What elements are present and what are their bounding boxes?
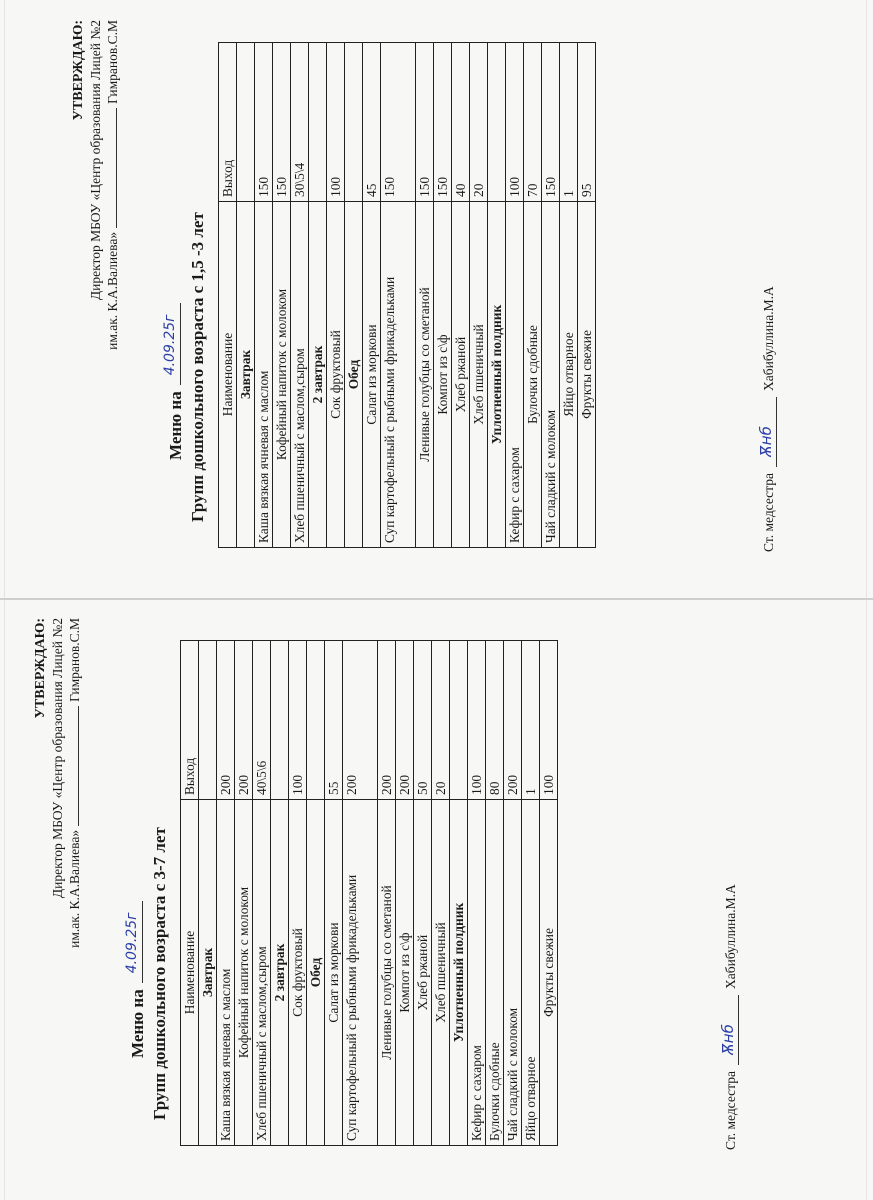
handwritten-signature: Ѫнб bbox=[757, 426, 775, 458]
menu-title: Групп дошкольного возраста с 1,5 -3 лет bbox=[188, 212, 207, 522]
section-heading: Уплотненный полдник bbox=[450, 800, 468, 1146]
dish-portion: 100 bbox=[540, 641, 558, 800]
dish-portion bbox=[199, 641, 217, 800]
dish-portion: 20 bbox=[470, 43, 488, 202]
table-row bbox=[432, 641, 450, 1146]
table-row bbox=[235, 641, 253, 1146]
dish-portion: 40 bbox=[452, 43, 470, 202]
table-row bbox=[396, 641, 414, 1146]
dish-portion: 45 bbox=[363, 43, 381, 202]
table-row bbox=[560, 43, 578, 548]
dish-portion: 95 bbox=[578, 43, 596, 202]
dish-portion bbox=[271, 641, 289, 800]
approver-line bbox=[104, 20, 121, 350]
table-row bbox=[237, 43, 255, 548]
approval-header bbox=[32, 608, 152, 1178]
table-row bbox=[253, 641, 271, 1146]
dish-name: Чай сладкий с молоком bbox=[504, 800, 522, 1146]
dish-name: Суп картофельный с рыбными фрикадельками bbox=[343, 800, 378, 1146]
table-row bbox=[504, 641, 522, 1146]
table-row bbox=[542, 43, 560, 548]
dish-portion: 150 bbox=[255, 43, 273, 202]
handwritten-date: 4.09.25г bbox=[162, 314, 178, 376]
nurse-signature bbox=[757, 286, 777, 552]
table-row bbox=[255, 43, 273, 548]
dish-portion: 150 bbox=[434, 43, 452, 202]
menu-table bbox=[180, 640, 558, 1146]
menu-label: Меню на bbox=[128, 989, 147, 1058]
dish-portion bbox=[450, 641, 468, 800]
dish-portion: 150 bbox=[273, 43, 291, 202]
dish-name: Яйцо отварное bbox=[522, 800, 540, 1146]
dish-portion: 70 bbox=[524, 43, 542, 202]
handwritten-signature: Ѫнб bbox=[719, 1024, 737, 1056]
table-row bbox=[414, 641, 432, 1146]
dish-name: Сок фруктовый bbox=[289, 800, 307, 1146]
dish-name: Салат из моркови bbox=[325, 800, 343, 1146]
nurse-label: Ст. медсестра bbox=[761, 473, 776, 552]
dish-portion: 20 bbox=[432, 641, 450, 800]
table-row bbox=[309, 43, 327, 548]
dish-name: Хлеб ржаной bbox=[452, 202, 470, 548]
col-header-name: Наименование bbox=[181, 800, 199, 1146]
page-divider bbox=[0, 598, 873, 600]
table-row bbox=[381, 43, 416, 548]
dish-name: Ленивые голубцы со сметаной bbox=[416, 202, 434, 548]
col-header-name: Наименование bbox=[219, 202, 237, 548]
table-row bbox=[345, 43, 363, 548]
table-row bbox=[199, 641, 217, 1146]
approver-institution: им.ак. К.А.Валиева» bbox=[105, 231, 120, 350]
approval-block bbox=[32, 618, 83, 948]
signature-line bbox=[719, 995, 739, 1065]
dish-portion: 200 bbox=[504, 641, 522, 800]
dish-portion: 100 bbox=[468, 641, 486, 800]
dish-name: Хлеб пшеничный bbox=[470, 202, 488, 548]
table-row bbox=[327, 43, 345, 548]
col-header-out: Выход bbox=[181, 641, 199, 800]
scan-edge-right bbox=[866, 0, 867, 1200]
table-row bbox=[522, 641, 540, 1146]
menu-table-body bbox=[219, 43, 596, 548]
dish-portion bbox=[345, 43, 363, 202]
dish-portion: 200 bbox=[235, 641, 253, 800]
date-field bbox=[124, 901, 143, 983]
dish-portion bbox=[237, 43, 255, 202]
menu-table-body bbox=[181, 641, 558, 1146]
dish-name: Кефир с сахаром bbox=[506, 202, 524, 548]
table-row bbox=[452, 43, 470, 548]
signature-line bbox=[116, 108, 117, 228]
dish-name: Булочки сдобные bbox=[486, 800, 504, 1146]
section-heading: Обед bbox=[307, 800, 325, 1146]
dish-portion: 100 bbox=[289, 641, 307, 800]
dish-portion: 50 bbox=[414, 641, 432, 800]
dish-portion: 150 bbox=[542, 43, 560, 202]
dish-portion bbox=[307, 641, 325, 800]
dish-name: Кофейный напиток с молоком bbox=[273, 202, 291, 548]
table-row bbox=[343, 641, 378, 1146]
dish-name: Фрукты свежие bbox=[578, 202, 596, 548]
section-heading: 2 завтрак bbox=[271, 800, 289, 1146]
table-row bbox=[524, 43, 542, 548]
approval-title: УТВЕРЖДАЮ: bbox=[33, 618, 48, 719]
menu-sheet-bottom bbox=[32, 608, 752, 1178]
signature-line bbox=[757, 397, 777, 467]
nurse-name: Хабибуллина.М.А bbox=[761, 286, 776, 392]
dish-name: Яйцо отварное bbox=[560, 202, 578, 548]
table-row bbox=[271, 641, 289, 1146]
approval-header bbox=[70, 10, 190, 580]
dish-name: Кофейный напиток с молоком bbox=[235, 800, 253, 1146]
table-row bbox=[416, 43, 434, 548]
dish-name: Салат из моркови bbox=[363, 202, 381, 548]
dish-portion: 55 bbox=[325, 641, 343, 800]
table-row bbox=[486, 641, 504, 1146]
menu-table bbox=[218, 42, 596, 548]
dish-name: Фрукты свежие bbox=[540, 800, 558, 1146]
table-header-row bbox=[219, 43, 237, 548]
table-row bbox=[488, 43, 506, 548]
approver-position: Директор МБОУ «Центр образования Лицей №2 bbox=[50, 618, 65, 899]
dish-portion: 150 bbox=[381, 43, 416, 202]
approver-position: Директор МБОУ «Центр образования Лицей №2 bbox=[88, 20, 103, 301]
menu-date bbox=[124, 901, 148, 1058]
approver-name: Гимранов.С.М bbox=[67, 618, 82, 702]
table-row bbox=[273, 43, 291, 548]
table-row bbox=[291, 43, 309, 548]
menu-date bbox=[162, 303, 186, 460]
table-row bbox=[325, 641, 343, 1146]
dish-name: Компот из с\ф bbox=[396, 800, 414, 1146]
approver-line bbox=[66, 618, 83, 948]
dish-portion: 1 bbox=[560, 43, 578, 202]
dish-name: Чай сладкий с молоком bbox=[542, 202, 560, 548]
date-field bbox=[162, 303, 181, 385]
section-heading: Обед bbox=[345, 202, 363, 548]
dish-name: Каша вязкая ячневая с маслом bbox=[255, 202, 273, 548]
dish-portion: 100 bbox=[506, 43, 524, 202]
table-row bbox=[578, 43, 596, 548]
dish-portion bbox=[309, 43, 327, 202]
table-row bbox=[378, 641, 396, 1146]
nurse-name: Хабибуллина.М.А bbox=[723, 884, 738, 990]
col-header-out: Выход bbox=[219, 43, 237, 202]
dish-portion bbox=[488, 43, 506, 202]
table-row bbox=[217, 641, 235, 1146]
dish-name: Компот из с\ф bbox=[434, 202, 452, 548]
table-row bbox=[289, 641, 307, 1146]
dish-portion: 150 bbox=[416, 43, 434, 202]
table-row bbox=[434, 43, 452, 548]
signature-line bbox=[78, 706, 79, 826]
table-row bbox=[540, 641, 558, 1146]
dish-portion: 40\5\6 bbox=[253, 641, 271, 800]
dish-name: Хлеб пшеничный с маслом,сыром bbox=[291, 202, 309, 548]
approver-name: Гимранов.С.М bbox=[105, 20, 120, 104]
dish-name: Хлеб пшеничный с маслом,сыром bbox=[253, 800, 271, 1146]
menu-label: Меню на bbox=[166, 391, 185, 460]
table-row bbox=[307, 641, 325, 1146]
table-row bbox=[363, 43, 381, 548]
menu-sheet-top bbox=[70, 10, 790, 580]
dish-portion: 200 bbox=[217, 641, 235, 800]
dish-name: Хлеб пшеничный bbox=[432, 800, 450, 1146]
handwritten-date: 4.09.25г bbox=[124, 912, 140, 974]
dish-name: Хлеб ржаной bbox=[414, 800, 432, 1146]
dish-portion: 30\5\4 bbox=[291, 43, 309, 202]
dish-portion: 100 bbox=[327, 43, 345, 202]
menu-title: Групп дошкольного возраста с 3-7 лет bbox=[150, 827, 169, 1120]
table-header-row bbox=[181, 641, 199, 1146]
nurse-signature bbox=[719, 884, 739, 1150]
table-row bbox=[506, 43, 524, 548]
dish-portion: 200 bbox=[378, 641, 396, 800]
dish-portion: 200 bbox=[343, 641, 378, 800]
table-row bbox=[470, 43, 488, 548]
dish-name: Кефир с сахаром bbox=[468, 800, 486, 1146]
approval-title: УТВЕРЖДАЮ: bbox=[71, 20, 86, 121]
section-heading: Завтрак bbox=[199, 800, 217, 1146]
dish-name: Ленивые голубцы со сметаной bbox=[378, 800, 396, 1146]
dish-name: Сок фруктовый bbox=[327, 202, 345, 548]
dish-portion: 1 bbox=[522, 641, 540, 800]
scan-edge-left bbox=[4, 0, 5, 1200]
dish-portion: 200 bbox=[396, 641, 414, 800]
dish-name: Каша вязкая ячневая с маслом bbox=[217, 800, 235, 1146]
section-heading: Уплотненный полдник bbox=[488, 202, 506, 548]
dish-name: Суп картофельный с рыбными фрикадельками bbox=[381, 202, 416, 548]
section-heading: 2 завтрак bbox=[309, 202, 327, 548]
approver-institution: им.ак. К.А.Валиева» bbox=[67, 829, 82, 948]
table-row bbox=[450, 641, 468, 1146]
table-row bbox=[468, 641, 486, 1146]
section-heading: Завтрак bbox=[237, 202, 255, 548]
dish-name: Булочки сдобные bbox=[524, 202, 542, 548]
dish-portion: 80 bbox=[486, 641, 504, 800]
nurse-label: Ст. медсестра bbox=[723, 1071, 738, 1150]
approval-block bbox=[70, 20, 121, 350]
